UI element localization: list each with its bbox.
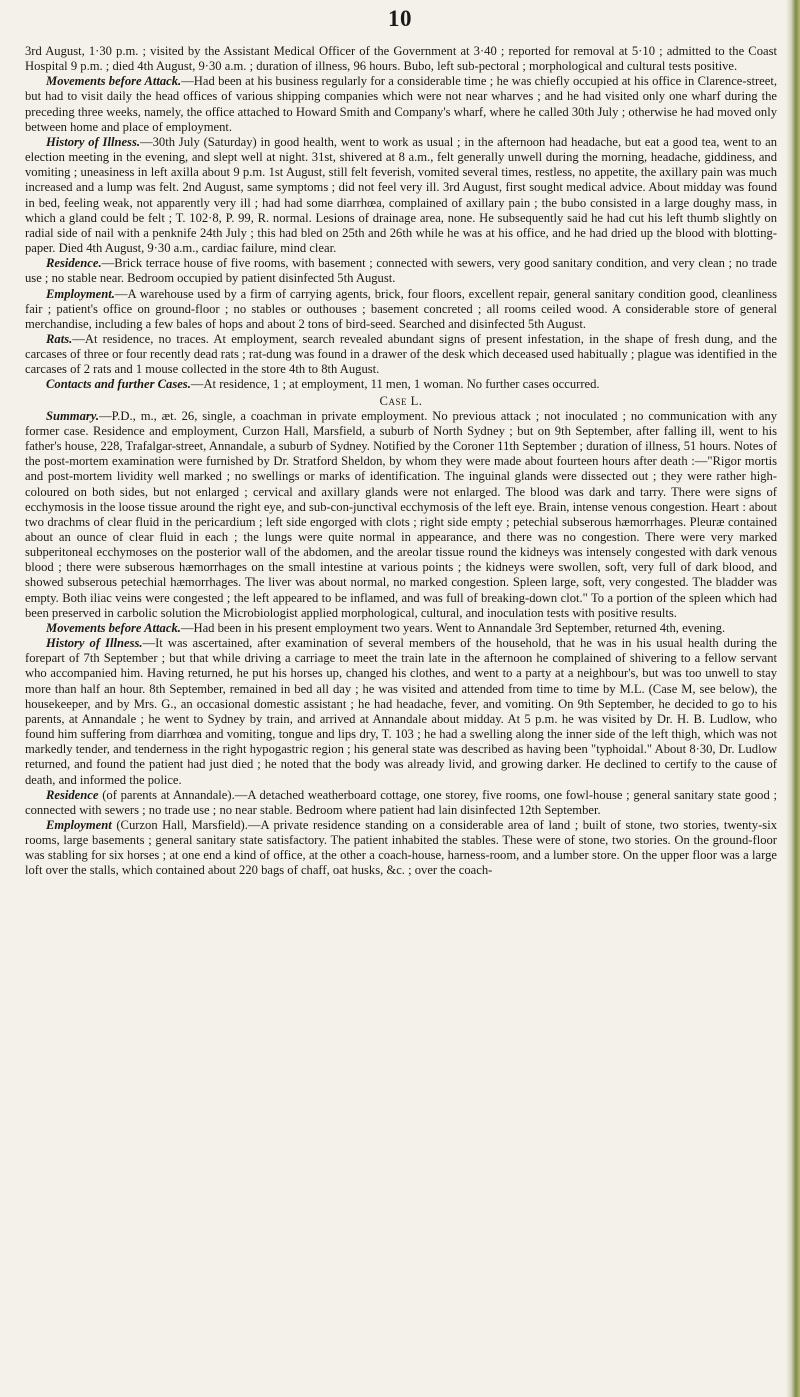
paragraph-history-of-illness bbox=[25, 135, 777, 256]
section-text: —It was ascertained, after examination of several members of the household, that he was in his usual health during the forepart of 7th September ; but that while driving a carriage to meet the train late in the afternoon he complained of shivering to a fellow servant who accompanied him. Having returned, he put his horses up, changed his clothes, and went to a party at a neighbour's, but was too unwell to stay more than half an hour. 8th September, remained in bed all day ; he was visited and attended from time to time by M.L. (Case M, see below), the housekeeper, and by Mrs. G., an occasional domestic assistant ; he had headache, fever, and vomiting. On 9th September, he decided to go to his parents, at Annandale ; he went to Sydney by train, and arrived at Annandale about midday. At 5 p.m. he was visited by Dr. H. B. Ludlow, who found him suffering from diarrhœa and vomiting, tongue and lips dry, T. 103 ; he had a swelling along the inner side of the left thigh, which was not markedly tender, and tenderness in the right hypogastric region ; his general state was described as having been "typhoidal." About 8·30, Dr. Ludlow returned, and found the patient had just died ; he noted that the body was already livid, and growing darker. He declined to certify to the cause of death, and informed the police. bbox=[25, 636, 777, 787]
paragraph-movements-before-attack bbox=[25, 621, 777, 636]
section-text: (of parents at Annandale).—A detached weatherboard cottage, one storey, five rooms, one fowl-house ; general sanitary state good ; connected with sewers ; no trade use ; no near stable. Bedroom where patient had lain disinfected 12th September. bbox=[25, 787, 777, 817]
body-text bbox=[25, 44, 777, 879]
section-lead: Employment bbox=[46, 817, 112, 832]
paragraph-summary bbox=[25, 409, 777, 621]
section-lead: Movements before Attack. bbox=[46, 620, 181, 635]
paragraph-movements-before-attack bbox=[25, 74, 777, 135]
section-lead: History of Illness. bbox=[46, 636, 143, 651]
paragraph-history-of-illness bbox=[25, 636, 777, 788]
section-text: (Curzon Hall, Marsfield).—A private residence standing on a considerable area of land ; built of stone, two stories, twenty-six rooms, large basements ; general sanitary state satisfactory. The patient inhabited the stables. These were of stone, two stories. On the ground-floor was stabling for six horses ; at one end a kind of office, at the other a coach-house, harness-room, and a lumber store. On the upper floor was a large loft over the stalls, which contained about 220 bags of chaff, oat husks, &c. ; over the coach- bbox=[25, 817, 777, 878]
page-number: 10 bbox=[388, 6, 412, 31]
page-edge bbox=[786, 0, 800, 1397]
section-text: —Had been in his present employment two years. Went to Annandale 3rd September, returned 4th, evening. bbox=[180, 620, 726, 635]
paragraph-residence bbox=[25, 788, 777, 818]
section-text: —A warehouse used by a firm of carrying agents, brick, four floors, excellent repair, general sanitary condition good, cleanliness fair ; patient's office on ground-floor ; no stables or outhouses ; basement concreted ; all rooms ceiled wood. A considerable store of general merchandise, including a few bales of hops and about 2 tons of bird-seed. Searched and disinfected 5th August. bbox=[25, 286, 777, 331]
section-lead: Residence bbox=[46, 787, 99, 802]
paragraph-case-k-opening: 3rd August, 1·30 p.m. ; visited by the Assistant Medical Officer of the Government at 3·40 ; reported for removal at 5·10 ; admitted to the Coast Hospital 9 p.m. ; died 4th August, 9·30 a.m. ; duration of illness, 96 hours. Bubo, left sub-pectoral ; morphological and cultural tests positive. bbox=[25, 44, 777, 74]
section-lead: Residence. bbox=[46, 256, 102, 271]
section-lead: Summary. bbox=[46, 408, 100, 423]
section-text: —At residence, no traces. At employment, search revealed abundant signs of present infestation, in the shape of fresh dung, and the carcases of three or four recently dead rats ; rat-dung was found in a drawer of the desk which deceased used habitually ; plague was identified in the carcases of 2 rats and 1 mouse collected in the store 4th to 8th August. bbox=[25, 331, 777, 377]
paragraph-rats bbox=[25, 332, 777, 377]
paragraph-contacts bbox=[25, 377, 777, 392]
section-text: —P.D., m., æt. 26, single, a coachman in private employment. No previous attack ; not inoculated ; no communication with any former case. Residence and employment, Curzon Hall, Marsfield, a suburb of North Sydney ; but on 9th September, after falling ill, went to his father's house, 228, Trafalgar-street, Annandale, a suburb of Sydney. Notified by the Coroner 11th September ; duration of illness, 51 hours. Notes of the post-mortem examination were furnished by Dr. Stratford Sheldon, by whom they were made about fourteen hours after death :—"Rigor mortis and post-mortem lividity well marked ; no swellings or marks of identification. The inguinal glands were dissected out ; they were rather high-coloured on both sides, but not enlarged ; cervical and axillary glands were not enlarged. The blood was dark and tarry. There were signs of ecchymosis in the loose tissue around the right eye, and sub-con-junctival ecchymosis of the left eye. Brain, intense venous congestion. Heart : about two drachms of clear fluid in the pericardium ; left side engorged with clots ; right side empty ; petechial subserous hæmorrhages. Pleuræ contained about an ounce of clear fluid in each ; the lungs were quite normal in appearance, and there was no congestion. There were very marked subperitoneal ecchymoses on the posterior wall of the abdomen, and the areolar tissue round the kidneys was intensely congested with dark venous blood ; there were subserous hæmorrhages on the small intestine at various points ; the kidneys were swollen, soft, very full of dark blood, and showed subserous petechial hæmorrhages. The liver was about normal, no marked congestion. Spleen large, soft, very congested. The bladder was empty. Both iliac veins were congested ; the left appeared to be inflamed, and was full of breaking-down clot." To a portion of the spleen which had been preserved in carbolic solution the Microbiologist applied morphological, cultural, and inoculation tests with positive results. bbox=[25, 408, 777, 620]
section-lead: Employment. bbox=[46, 286, 115, 301]
section-lead: History of Illness. bbox=[46, 134, 141, 149]
section-lead: Movements before Attack. bbox=[46, 74, 182, 89]
section-text: —Brick terrace house of five rooms, with basement ; connected with sewers, very good sanitary condition, and very clean ; no trade use ; no stable near. Bedroom occupied by patient disinfected 5th August. bbox=[25, 256, 777, 286]
paragraph-employment bbox=[25, 818, 777, 879]
case-heading: Case L. bbox=[379, 393, 423, 408]
section-text: —Had been at his business regularly for a considerable time ; he was chiefly occupied at his office in Clarence-street, but had to visit daily the head offices of various shipping companies which were not near wharves ; and he had visited only one wharf during the preceding three weeks, namely, the office attached to Howard Smith and Company's wharf, where he called 30th July ; otherwise he had moved only between home and place of employment. bbox=[25, 74, 777, 134]
paragraph-residence bbox=[25, 256, 777, 286]
section-lead: Contacts and further Cases. bbox=[46, 377, 191, 392]
paragraph-employment bbox=[25, 287, 777, 332]
section-text: —At residence, 1 ; at employment, 11 men, 1 woman. No further cases occurred. bbox=[190, 377, 600, 392]
section-lead: Rats. bbox=[46, 331, 73, 346]
section-text: —30th July (Saturday) in good health, went to work as usual ; in the afternoon had headache, but eat a good tea, went to an election meeting in the evening, and slept well at night. 31st, shivered at 8 a.m., felt generally unwell during the morning, headache, giddiness, and vomiting ; uneasiness in left axilla about 9 p.m. 1st August, still felt feverish, vomited several times, restless, no appetite, the axillary pain was much increased and a lump was felt. 2nd August, same symptoms ; did not feel very ill. 3rd August, first sought medical advice. About midday was found in bed, feeling weak, not apparently very ill ; had had some diarrhœa, complained of axillary pain ; the bubo consisted in a large doughy mass, in which a gland could be felt ; T. 102·8, P. 99, R. normal. Lesions of drainage area, none. He subsequently said he had cut his left thumb slightly on radial side of nail with a penknife 24th July ; this had bled on 25th and 26th while he was at his office, and he had dried up the blood with blotting-paper. Died 4th August, 9·30 a.m., cardiac failure, mind clear. bbox=[25, 134, 777, 256]
